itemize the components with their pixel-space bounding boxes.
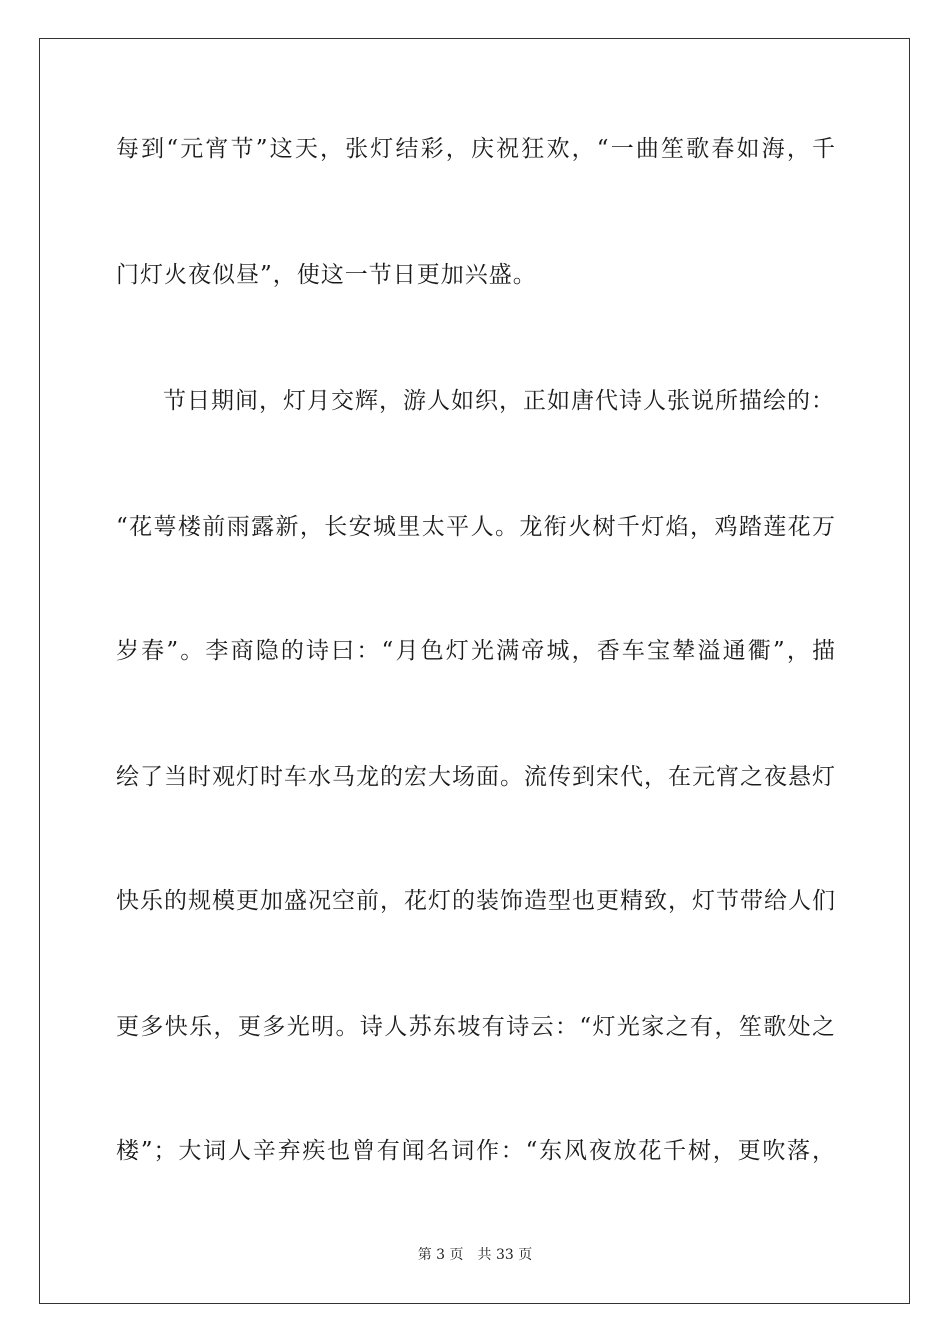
- page-border: [39, 38, 910, 1304]
- body-line-5: 岁春”。李商隐的诗曰：“月色灯光满帝城，香车宝辇溢通衢”，描: [116, 638, 836, 664]
- body-line-6: 绘了当时观灯时车水马龙的宏大场面。流传到宋代，在元宵之夜悬灯: [116, 764, 836, 790]
- body-line-8: 更多快乐，更多光明。诗人苏东坡有诗云：“灯光家之有，笙歌处之: [116, 1014, 836, 1040]
- body-line-2: 门灯火夜似昼”，使这一节日更加兴盛。: [116, 262, 537, 288]
- body-line-7: 快乐的规模更加盛况空前，花灯的装饰造型也更精致，灯节带给人们: [116, 888, 836, 914]
- body-line-4: “花萼楼前雨露新，长安城里太平人。龙衔火树千灯焰，鸡踏莲花万: [116, 514, 836, 540]
- body-line-3: 节日期间，灯月交辉，游人如织，正如唐代诗人张说所描绘的：: [163, 388, 835, 414]
- body-line-9: 楼”；大词人辛弃疾也曾有闻名词作：“东风夜放花千树，更吹落，: [116, 1138, 836, 1164]
- page-footer: [0, 1246, 950, 1264]
- current-page-label: 第 3 页: [417, 1247, 464, 1263]
- total-pages-label: 共 33 页: [477, 1247, 533, 1263]
- body-line-1: 每到“元宵节”这天，张灯结彩，庆祝狂欢，“一曲笙歌春如海，千: [116, 136, 836, 162]
